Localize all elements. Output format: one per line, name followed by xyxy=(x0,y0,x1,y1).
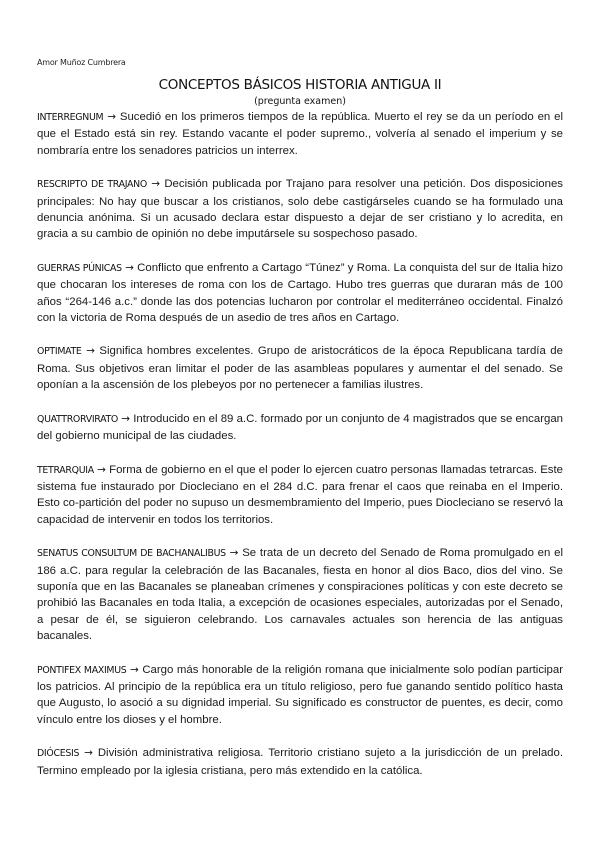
arrow-icon: → xyxy=(107,111,116,123)
concept-entry-diocesis xyxy=(37,745,563,779)
concept-entry-interregnum xyxy=(37,109,563,159)
concept-definition: División administrativa religiosa. Territorio cristiano sujeto a la jurisdicción de un prelado. Termino empleado por la iglesia cristiana, pero más extendido en la católica. xyxy=(37,747,563,777)
arrow-icon: → xyxy=(229,547,239,560)
concept-entry-guerras-punicas xyxy=(37,260,563,327)
concept-term: INTERREGNUM xyxy=(37,112,104,123)
concept-definition: Decisión publicada por Trajano para resolver una petición. Dos disposiciones principales: No hay que buscar a los cristianos, solo debe castigárseles cuando se ha formulado una denuncia anónima. Si un acusado declara estar dispuesto a dejar de ser cristiano y lo acredita, en gracia a su cambio de opinión no debe imputársele su sospechoso pasado. xyxy=(37,178,563,241)
concept-entry-tetrarquia xyxy=(37,462,563,529)
concept-term: DIÓCESIS xyxy=(37,748,80,760)
concept-entry-senatus-consultum xyxy=(37,545,563,644)
arrow-icon: → xyxy=(121,412,131,425)
concept-term: RESCRIPTO DE TRAJANO xyxy=(37,179,147,191)
arrow-icon: → xyxy=(151,178,161,191)
arrow-icon: → xyxy=(129,663,139,676)
concept-term: OPTIMATE xyxy=(37,346,82,358)
concept-entry-pontifex-maximus xyxy=(37,662,563,729)
concept-definition: Cargo más honorable de la religión romana que inicialmente solo podían participar los patricios. Al principio de la república era un título religioso, pero fue ganando sentido político hasta que Augusto, lo asoció a su dignidad imperial. Su significado es constructor de puentes, es decir, como vínculo entre los dioses y el hombre. xyxy=(37,663,564,726)
concept-definition: Conflicto que enfrento a Cartago “Túnez” y Roma. La conquista del sur de Italia hizo que chocaran los intereses de roma con los de Cartago. Hubo tres guerras que duraran más de 100 años “264-146 a.c.” donde las dos potencias lucharon por controlar el mediterráneo occidental. Finalzó con la victoria de Roma después de un asedio de tres años en Cartago. xyxy=(37,261,564,325)
concept-term: SENATUS CONSULTUM DE BACHANALIBUS xyxy=(37,548,226,560)
concept-list xyxy=(37,109,563,779)
document-subtitle: (pregunta examen) xyxy=(254,96,346,107)
concept-term: PONTIFEX MAXIMUS xyxy=(37,664,127,676)
concept-entry-quattrorvirato xyxy=(37,411,563,445)
document-title: CONCEPTOS BÁSICOS HISTORIA ANTIGUA II xyxy=(158,77,442,93)
concept-definition: Introducido en el 89 a.C. formado por un conjunto de 4 magistrados que se encargan del gobierno municipal de las ciudades. xyxy=(37,412,563,443)
author-name: Amor Muñoz Cumbrera xyxy=(37,58,126,67)
concept-entry-optimate xyxy=(37,343,563,393)
concept-definition: Significa hombres excelentes. Grupo de aristocráticos de la época Republicana tardía de Roma. Sus objetivos eran limitar el poder de las asambleas populares y aumentar el del senado. Se oponían a la ascensión de los plebeyos por no pertenecer a familias ilustres. xyxy=(37,345,563,392)
concept-entry-rescripto xyxy=(37,176,563,243)
concept-definition: Forma de gobierno en el que el poder lo ejercen cuatro personas llamadas tetrarcas. Este sistema fue instaurado por Diocleciano en el 284 d.C. para frenar el caos que reinaba en el Imperio. Esto co-partición del poder no supuso un desmembramiento del Imperio, pues Diocleciano se reservó la capacidad de intervenir en todos los territorios. xyxy=(37,463,564,526)
concept-term: TETRARQUIA xyxy=(37,464,94,476)
arrow-icon: → xyxy=(84,747,93,760)
arrow-icon: → xyxy=(97,463,106,476)
concept-term: QUATTRORVIRATO xyxy=(37,413,119,425)
arrow-icon: → xyxy=(86,345,95,358)
concept-term: GUERRAS PÚNICAS xyxy=(37,262,122,274)
concept-definition: Se trata de un decreto del Senado de Roma promulgado en el 186 a.C. para regular la celebración de las Bacanales, fiesta en honor al dios Baco, dios del vino. Se suponía que en las Bacanales se planeaban crímenes y conspiraciones políticas y con este decreto se prohibió las Bacanales en toda Italia, a excepción de ocasiones especiales, autorizadas por el Senado, a pesar de él, se siguieron celebrando. Los carnavales actuales son herencia de las antiguas bacanales. xyxy=(37,547,563,643)
concept-definition: Sucedió en los primeros tiempos de la república. Muerto el rey se da un período en el que el Estado está sin rey. Estando vacante el poder supremo., volvería al senado el imperium y se nombraría entre los senadores patricios un interrex. xyxy=(37,111,563,157)
arrow-icon: → xyxy=(125,261,134,274)
